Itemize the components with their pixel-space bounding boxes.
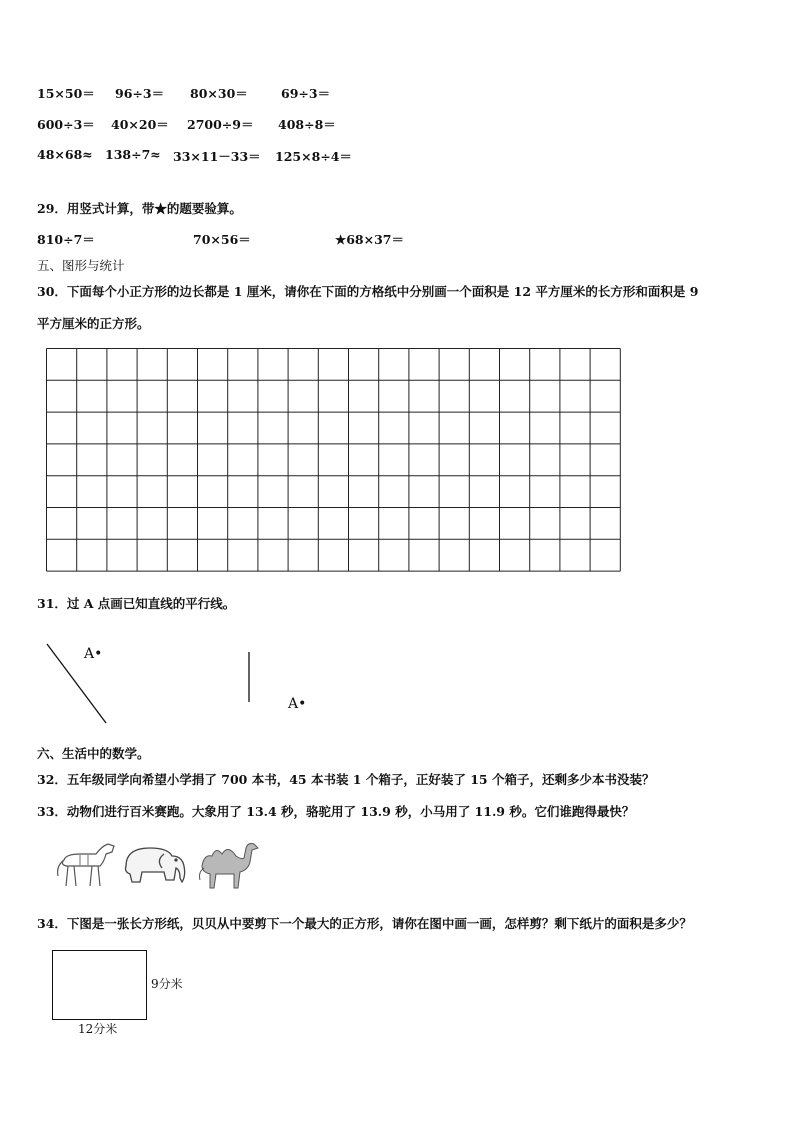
section-5-heading: 五、图形与统计 bbox=[37, 258, 125, 273]
section-6-heading: 六、生活中的数学。 bbox=[37, 746, 150, 761]
q29-item: 810÷7＝ bbox=[37, 232, 95, 247]
q30-title-line1: 30．下面每个小正方形的边长都是 1 厘米，请你在下面的方格纸中分别画一个面积是 12 平方厘米的长方形和面积是 9 bbox=[37, 284, 699, 299]
rectangle-paper[interactable] bbox=[52, 950, 147, 1020]
calc-item: 96÷3＝ bbox=[115, 86, 165, 101]
calc-item: 138÷7≈ bbox=[105, 147, 161, 162]
camel-icon bbox=[200, 844, 259, 889]
calc-item: 125×8÷4＝ bbox=[275, 149, 352, 164]
animals-illustration bbox=[52, 836, 267, 894]
calc-item: 40×20＝ bbox=[111, 117, 169, 132]
calc-item: 15×50＝ bbox=[37, 86, 95, 101]
q29-title: 29．用竖式计算，带★的题要验算。 bbox=[37, 201, 242, 216]
q29-item: 70×56＝ bbox=[193, 232, 251, 247]
q30-title-line2: 平方厘米的正方形。 bbox=[37, 316, 150, 331]
q29-item: ★68×37＝ bbox=[335, 232, 404, 247]
width-label: 12分米 bbox=[78, 1022, 118, 1036]
point-a-label: A• bbox=[288, 696, 307, 712]
height-label: 9分米 bbox=[151, 977, 183, 991]
q32-title: 32．五年级同学向希望小学捐了 700 本书，45 本书装 1 个箱子，正好装了 15 个箱子，还剩多少本书没装？ bbox=[37, 772, 655, 787]
horse-icon bbox=[58, 844, 114, 886]
parallel-lines-figure bbox=[40, 638, 320, 728]
calc-item: 69÷3＝ bbox=[281, 86, 331, 101]
q33-title: 33．动物们进行百米赛跑。大象用了 13.4 秒，骆驼用了 13.9 秒，小马用了 11.9 秒。它们谁跑得最快？ bbox=[37, 804, 635, 819]
square-grid-paper[interactable] bbox=[46, 348, 624, 575]
calc-item: 48×68≈ bbox=[37, 147, 93, 162]
calc-item: 80×30＝ bbox=[190, 86, 248, 101]
q31-title: 31．过 A 点画已知直线的平行线。 bbox=[37, 596, 236, 611]
q34-title: 34．下图是一张长方形纸，贝贝从中要剪下一个最大的正方形，请你在图中画一画，怎样剪？剩下纸片的面积是多少？ bbox=[37, 916, 692, 931]
calc-item: 408÷8＝ bbox=[278, 117, 336, 132]
elephant-icon bbox=[126, 848, 185, 882]
calc-item: 2700÷9＝ bbox=[187, 117, 254, 132]
calc-item: 600÷3＝ bbox=[37, 117, 95, 132]
point-a-label: A• bbox=[84, 646, 103, 662]
calc-item: 33×11－33＝ bbox=[173, 149, 261, 164]
